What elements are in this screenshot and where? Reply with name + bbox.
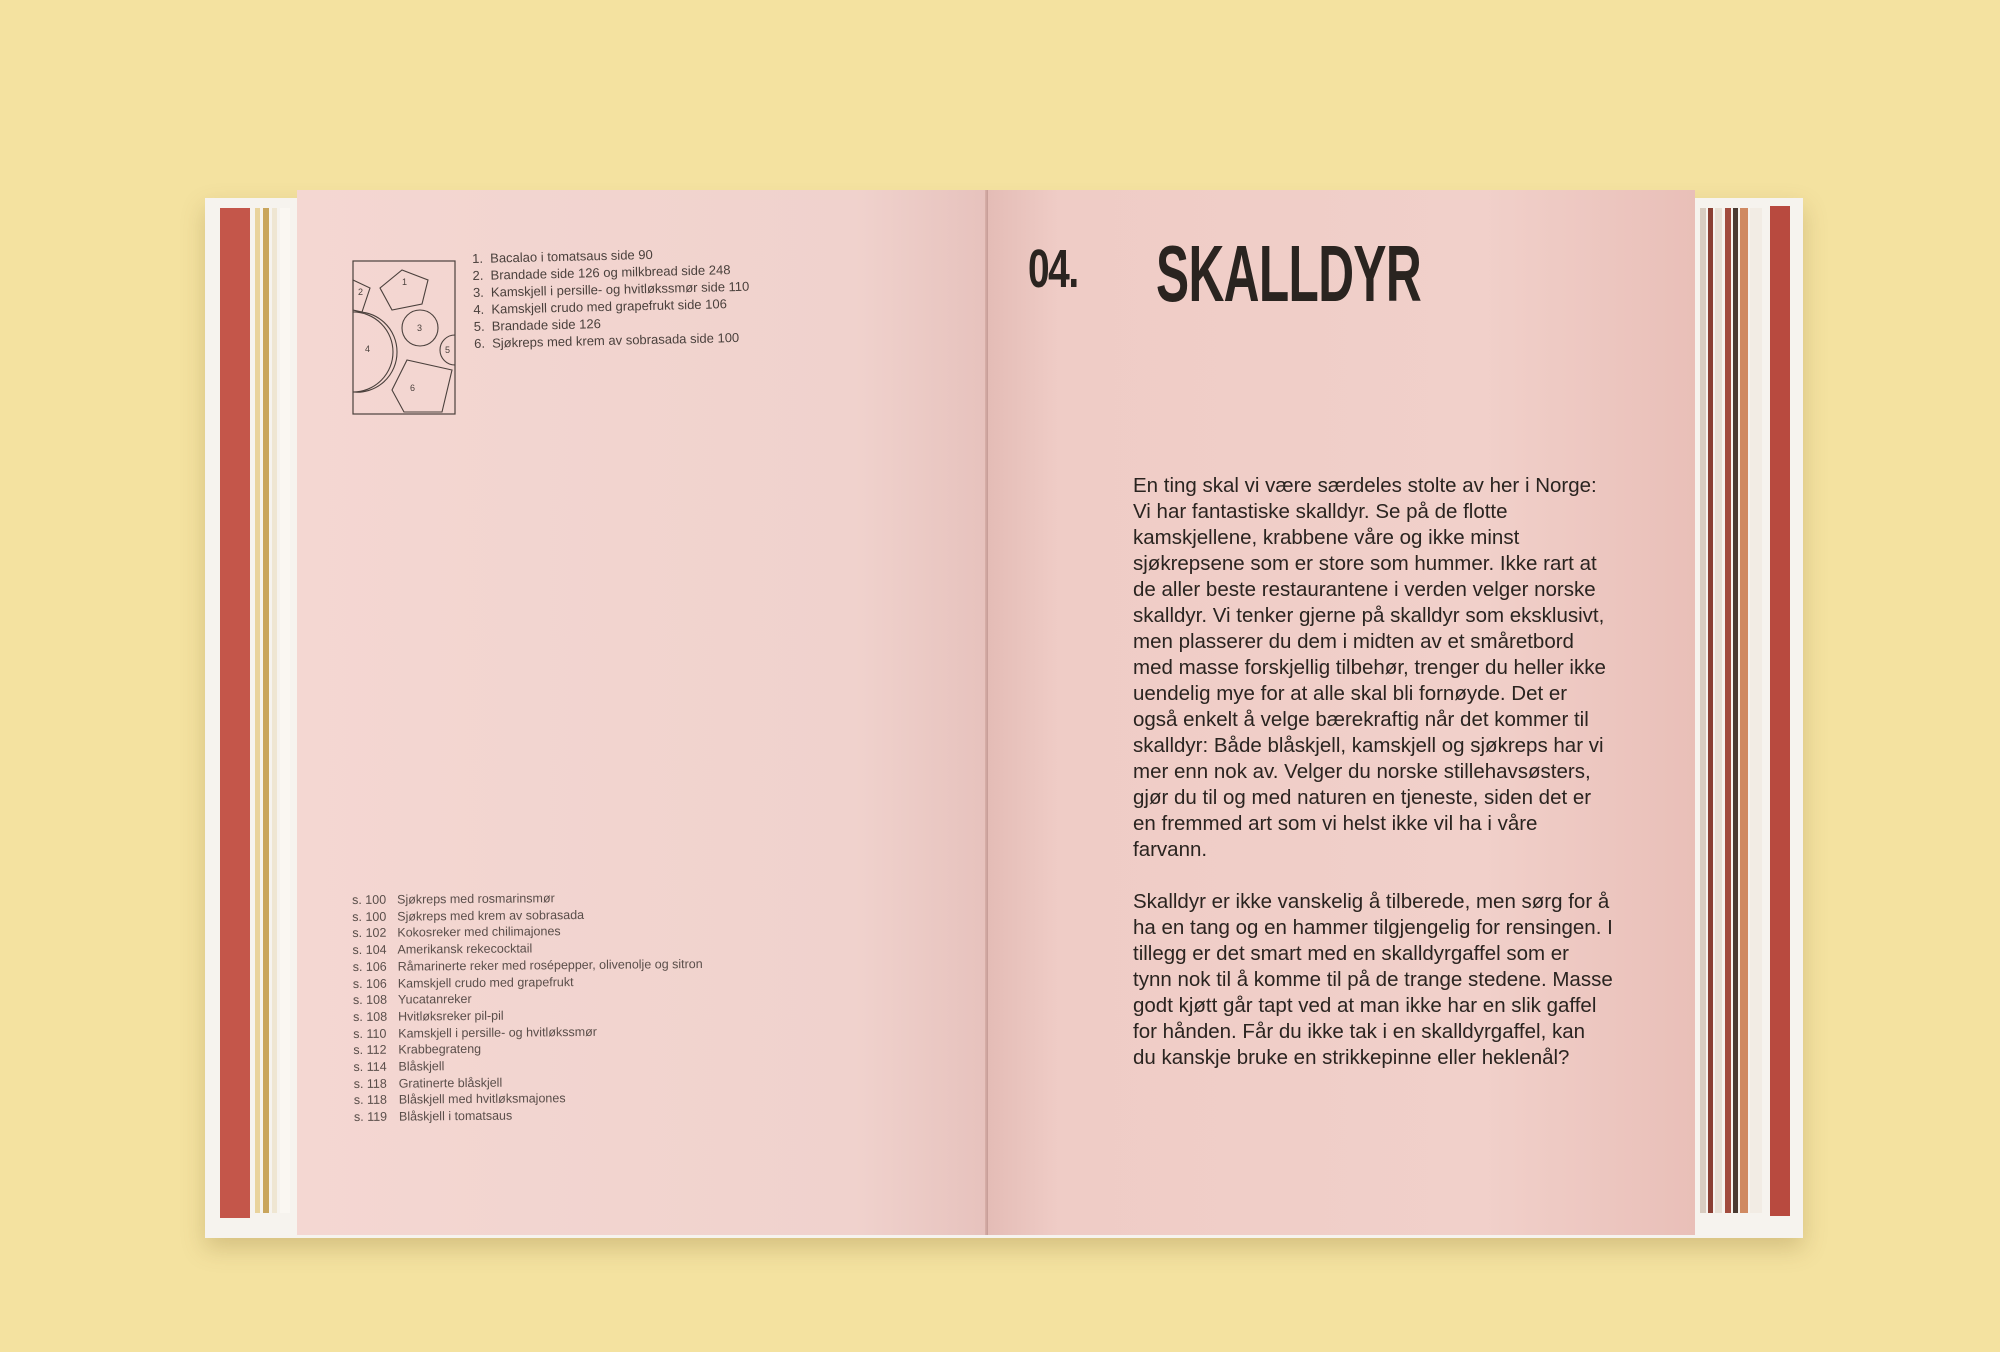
index-title: Gratinerte blåskjell: [398, 1075, 503, 1091]
index-title: Amerikansk rekecocktail: [397, 941, 533, 957]
recipe-index: [352, 889, 704, 1126]
legend-text: Sjøkreps med krem av sobrasada side 100: [491, 329, 740, 351]
index-title: Sjøkreps med rosmarinsmør: [397, 891, 555, 907]
index-page: s. 104: [352, 942, 387, 958]
legend-text: Brandade side 126 og milkbread side 248: [490, 262, 731, 283]
diagram-label: 2: [358, 287, 364, 297]
index-page: s. 112: [353, 1043, 387, 1058]
index-page: s. 108: [353, 1009, 388, 1024]
diagram-label: 6: [410, 383, 416, 393]
legend-text: Bacalao i tomatsaus side 90: [490, 246, 653, 266]
index-title: Kamskjell i persille- og hvitløkssmør: [398, 1024, 597, 1041]
index-row: [354, 1106, 704, 1126]
page-edge-strip: [272, 208, 277, 1213]
legend-text: Brandade side 126: [491, 316, 602, 334]
index-title: Hvitløksreker pil-pil: [398, 1008, 504, 1024]
index-page: s. 106: [352, 959, 387, 974]
legend-text: Kamskjell crudo med grapefrukt side 106: [491, 296, 728, 317]
page-edge-strip: [1715, 208, 1722, 1213]
legend-text: Kamskjell i persille- og hvitløkssmør side 110: [490, 278, 750, 300]
page-edge-strip: [1750, 208, 1762, 1213]
plate-layout-diagram: [352, 260, 456, 415]
index-title: Blåskjell med hvitløksmajones: [398, 1091, 566, 1108]
cover-edge-left: [220, 208, 250, 1218]
index-page: s. 110: [353, 1026, 387, 1041]
index-page: s. 118: [353, 1093, 388, 1108]
index-page: s. 119: [353, 1109, 388, 1125]
legend-number: 5.: [473, 318, 485, 334]
index-title: Råmarinerte reker med rosépepper, olivenolje og sitron: [397, 956, 703, 974]
index-page: s. 100: [352, 892, 387, 907]
legend-number: 4.: [473, 301, 485, 317]
index-page: s. 118: [353, 1076, 387, 1091]
legend-number: 6.: [473, 335, 486, 351]
diagram-label: 4: [365, 344, 371, 354]
index-title: Kokosreker med chilimajones: [397, 924, 561, 941]
index-page: s. 108: [352, 992, 388, 1008]
paragraph: En ting skal vi være særdeles stolte av her i Norge: Vi har fantastiske skalldyr. Se på de flotte kamskjellene, krabbene våre og ikke minst sjøkrepsene som er store som hummer. Ikke rart at de aller beste restaurantene i verden velger norske skalldyr. Vi tenker gjerne på skalldyr som eksklusivt, men plasserer du dem i midten av et småretbord med masse forskjellig tilbehør, trenger du heller ikke uendelig mye for at alle skal bli fornøyde. Det er også enkelt å velge bærekraftig når det kommer til skalldyr: Både blåskjell, kamskjell og sjøkreps har vi mer enn nok av. Velger du norske stillehavsøsters, gjør du til og med naturen en tjeneste, siden det er en fremmed art som vi helst ikke vil ha i våre farvann.: [1133, 474, 1606, 861]
index-title: Blåskjell i tomatsaus: [398, 1108, 513, 1124]
chapter-title: SKALLDYR: [1156, 229, 1422, 318]
index-page: s. 106: [352, 976, 387, 991]
index-title: Blåskjell: [398, 1059, 445, 1074]
page-edge-strip: [263, 208, 269, 1213]
left-page: [297, 190, 994, 1235]
index-row: [353, 956, 703, 976]
index-page: s. 100: [352, 909, 387, 924]
page-edge-strip: [1700, 208, 1706, 1213]
right-page: [988, 190, 1695, 1235]
page-edge-strip: [1708, 208, 1713, 1213]
index-title: Kamskjell crudo med grapefrukt: [397, 974, 574, 991]
page-edge-strip: [255, 208, 260, 1213]
open-book: [205, 190, 1803, 1235]
page-edge-strip: [1740, 208, 1748, 1213]
index-page: s. 114: [353, 1059, 387, 1075]
index-title: Yucatanreker: [397, 992, 472, 1007]
chapter-intro-text: [1133, 473, 1613, 1097]
chapter-number: 04.: [1028, 239, 1078, 299]
page-edge-strip: [1733, 208, 1738, 1213]
paragraph: Skalldyr er ikke vanskelig å tilberede, men sørg for å ha en tang og en hammer tilgjengelig for rensingen. I tillegg er det smart med en skalldyrgaffel som er tynn nok til å komme til på de trange stedene. Masse godt kjøtt går tapt ved at man ikke har en slik gaffel for hånden. Får du ikke tak i en skalldyrgaffel, kan du kanskje bruke en strikkepinne eller heklenål?: [1133, 890, 1613, 1069]
page-edge-strip: [280, 208, 290, 1213]
index-title: Krabbegrateng: [398, 1042, 482, 1057]
index-title: Sjøkreps med krem av sobrasada: [397, 907, 585, 924]
legend-number: 1.: [472, 250, 484, 266]
diagram-label: 1: [402, 277, 408, 287]
cover-edge-right: [1770, 206, 1790, 1216]
index-page: s. 102: [352, 926, 387, 941]
diagram-label: 5: [445, 345, 451, 355]
page-edge-strip: [1725, 208, 1731, 1213]
legend-number: 2.: [472, 267, 484, 283]
diagram-label: 3: [417, 323, 423, 333]
diagram-legend: [472, 244, 751, 352]
legend-number: 3.: [472, 284, 484, 300]
